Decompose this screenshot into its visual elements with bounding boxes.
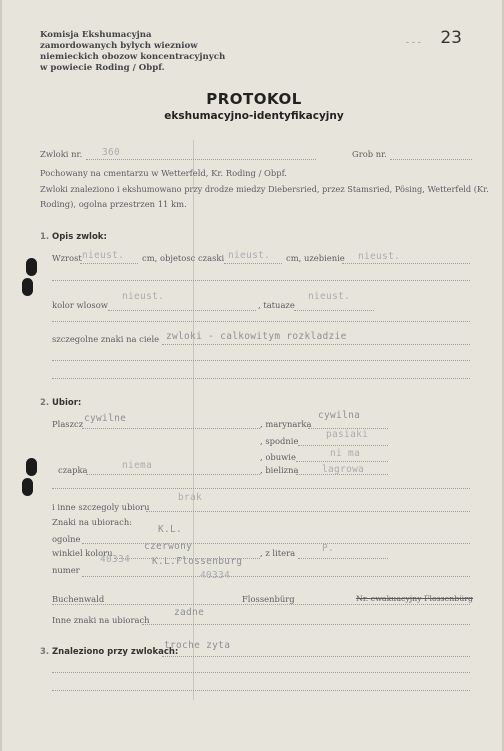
spodnie-line — [298, 445, 388, 446]
bielizna-line — [296, 474, 388, 475]
ewakuacyjny-label: Nr. ewakuacyjny Flossenbürg — [356, 594, 474, 603]
tatuaze-value: nieust. — [308, 291, 351, 302]
winkiel-label: winkiel koloru — [52, 548, 113, 558]
znaki-line — [162, 344, 470, 345]
numer-value: 40334 — [200, 570, 231, 581]
czaszka-value: nieust. — [228, 250, 271, 261]
camp-buchenwald: Buchenwald — [52, 594, 105, 604]
section-title: Opis zwlok: — [52, 232, 107, 242]
kolor-label: kolor wlosow — [52, 300, 108, 310]
litera-value: P. — [322, 543, 335, 554]
wzrost-label: Wzrost — [52, 253, 82, 263]
zwloki-line — [86, 159, 316, 160]
zwloki-label: Zwloki nr. — [40, 149, 83, 159]
inne-znaki-label: Inne znaki na ubiorach — [52, 615, 150, 625]
grob-label: Grob nr. — [352, 149, 387, 159]
bielizna-label: , bielizna — [260, 465, 299, 475]
wzrost-line — [80, 263, 138, 264]
numer-label: numer — [52, 565, 80, 575]
plaszcz-line — [82, 428, 260, 429]
blank-line — [52, 488, 470, 489]
blank-line — [52, 604, 470, 605]
uzebienie-value: nieust. — [358, 251, 401, 262]
znaleziono-text: Roding), ogolna przestrzen 11 km. — [40, 199, 187, 209]
czaszka-line — [224, 263, 282, 264]
header-line: niemieckich obozow koncentracyjnych — [40, 52, 226, 62]
obuwie-line — [296, 461, 388, 462]
section-title: Ubior: — [52, 398, 82, 408]
kolor-value: nieust. — [122, 291, 165, 302]
punch-hole — [26, 258, 37, 276]
punch-hole — [26, 458, 37, 476]
grob-line — [390, 159, 472, 160]
header-line: zamordowanych bylych wiezniow — [40, 41, 198, 51]
znaki-label: szczegolne znaki na ciele — [52, 334, 160, 344]
document-subtitle: ekshumacyjno-identyfikacyjny — [164, 110, 344, 122]
section3-value: troche zyta — [164, 640, 231, 651]
obuwie-label: , obuwie — [260, 452, 296, 462]
punch-hole — [22, 278, 33, 296]
corner-note: - - - — [406, 38, 421, 48]
czapka-line — [86, 474, 260, 475]
section-number: 1. — [40, 232, 50, 242]
inne-label: i inne szczegoly ubioru — [52, 502, 150, 512]
plaszcz-value: cywilne — [84, 413, 127, 424]
uzebienie-line — [342, 263, 470, 264]
wzrost-value: nieust. — [82, 250, 125, 261]
blank-line — [52, 690, 470, 691]
litera-label: , z litera — [260, 548, 296, 558]
inne-value: brak — [178, 492, 203, 503]
blank-line — [52, 672, 470, 673]
litera-line — [298, 558, 388, 559]
header-line: Komisja Ekshumacyjna — [40, 30, 152, 40]
znaki-value: zwloki - calkowitym rozkladzie — [166, 331, 347, 342]
blank-line — [52, 360, 470, 361]
tatuaze-line — [294, 310, 374, 311]
section-title: Znaleziono przy zwlokach: — [52, 647, 179, 657]
inne-znaki-line — [142, 624, 470, 625]
spodnie-label: , spodnie — [260, 436, 299, 446]
blank-line — [52, 280, 470, 281]
cm-label: cm, uzebienie — [286, 253, 345, 263]
bielizna-value: lagrowa — [322, 464, 365, 475]
obuwie-value: ni ma — [330, 448, 361, 459]
camp-flossenburg: Flossenbürg — [242, 594, 295, 604]
ogolne-label: ogolne — [52, 534, 81, 544]
inne-line — [146, 511, 470, 512]
punch-hole — [22, 478, 33, 496]
winkiel-value: czerwony — [144, 541, 193, 552]
pochowany-text: Pochowany na cmentarzu w Wetterfeld, Kr. Roding / Obpf. — [40, 168, 288, 178]
kolor-line — [108, 310, 256, 311]
numer-value: K.L.Flossenburg — [152, 556, 243, 567]
inne-znaki-value: zadne — [174, 607, 205, 618]
numer-value: 40334 — [100, 554, 131, 565]
marynarka-label: , marynarka — [260, 419, 312, 429]
ogolne-line — [82, 543, 470, 544]
czapka-value: niema — [122, 460, 153, 471]
document-title: PROTOKOL — [206, 90, 302, 108]
section3-line — [162, 656, 470, 657]
section-number: 3. — [40, 647, 50, 657]
header-line: w powiecie Roding / Obpf. — [40, 63, 165, 73]
commission-header — [40, 30, 225, 74]
page-number: 23 — [440, 28, 462, 48]
winkiel-line — [114, 558, 260, 559]
cm-label: cm, objetosc czaski — [142, 253, 225, 263]
blank-line — [52, 378, 470, 379]
zwloki-value: 360 — [102, 147, 121, 158]
spodnie-value: pasiaki — [326, 429, 369, 440]
section-number: 2. — [40, 398, 50, 408]
znaleziono-text: Zwloki znaleziono i ekshumowano przy drodze miedzy Diebersried, przez Stamsried, Pösing, Wetterfeld (Kr. — [40, 184, 489, 194]
marynarka-value: cywilna — [318, 410, 361, 421]
plaszcz-label: Plaszcz — [52, 419, 84, 429]
tatuaze-label: , tatuaze — [258, 300, 295, 310]
czapka-label: czapka — [58, 465, 88, 475]
blank-line — [52, 321, 470, 322]
ogolne-value: K.L. — [158, 524, 183, 535]
numer-line — [82, 576, 470, 577]
znaki-ubior-label: Znaki na ubiorach: — [52, 517, 133, 527]
